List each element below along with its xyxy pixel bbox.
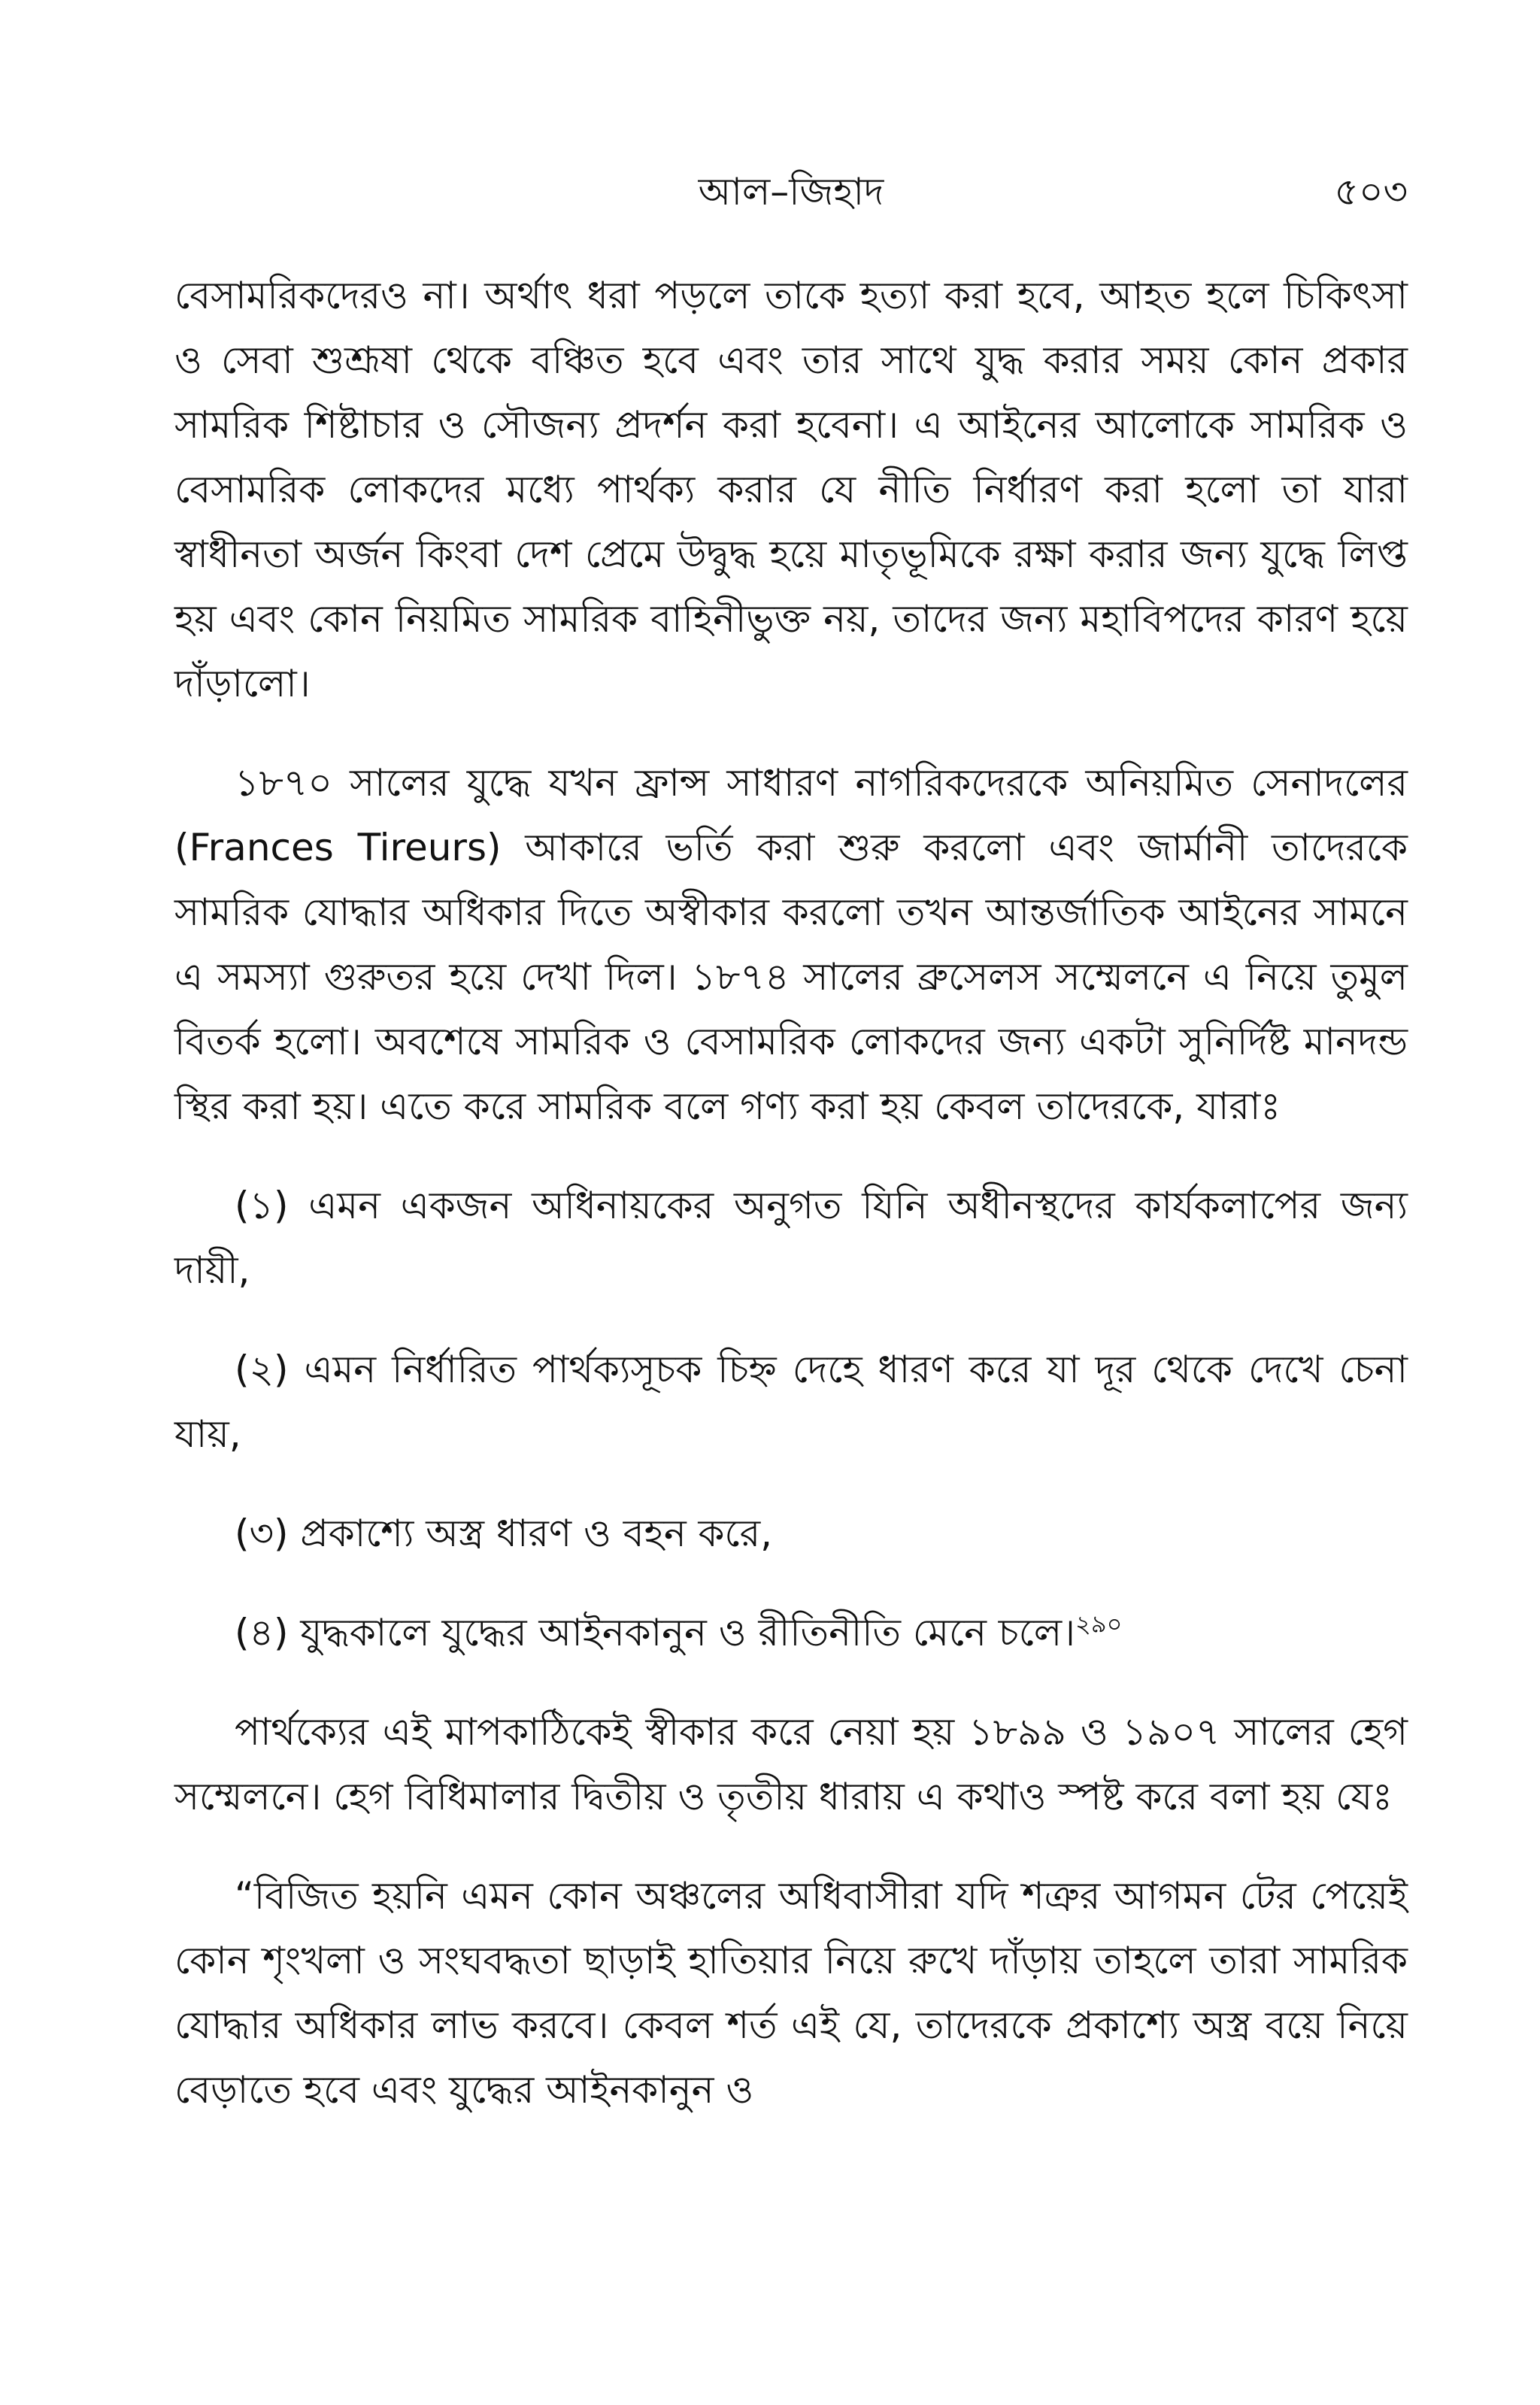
book-page (174, 150, 1408, 2122)
page-header (174, 150, 1408, 233)
paragraph-3: পার্থক্যের এই মাপকাঠিকেই স্বীকার করে নেয়া হয় ১৮৯৯ ও ১৯০৭ সালের হেগ সম্মেলনে। হেগ বিধিমালার দ্বিতীয় ও তৃতীয় ধারায় এ কথাও স্পষ্ট করে বলা হয় যেঃ (174, 1710, 1408, 1818)
paragraph-4-quote: “বিজিত হয়নি এমন কোন অঞ্চলের অধিবাসীরা যদি শত্রুর আগমন টের পেয়েই কোন শৃংখলা ও সংঘবদ্ধতা ছাড়াই হাতিয়ার নিয়ে রুখে দাঁড়ায় তাহলে তারা সামরিক যোদ্ধার অধিকার লাভ করবে। কেবল শর্ত এই যে, তাদেরকে প্রকাশ্যে অস্ত্র বয়ে নিয়ে বেড়াতে হবে এবং যুদ্ধের আইনকানুন ও (174, 1874, 1408, 2112)
paragraph-2: ১৮৭০ সালের যুদ্ধে যখন ফ্রান্স সাধারণ নাগরিকদেরকে অনিয়মিত সেনাদলের (Frances Tireurs) আকারে ভর্তি করা শুরু করলো এবং জার্মানী তাদেরকে সামরিক যোদ্ধার অধিকার দিতে অস্বীকার করলো তখন আন্তর্জাতিক আইনের সামনে এ সমস্যা গুরুতর হয়ে দেখা দিল। ১৮৭৪ সালের ব্রুসেলস সম্মেলনে এ নিয়ে তুমুল বিতর্ক হলো। অবশেষে সামরিক ও বেসামরিক লোকদের জন্য একটা সুনির্দিষ্ট মানদন্ড স্থির করা হয়। এতে করে সামরিক বলে গণ্য করা হয় কেবল তাদেরকে, যারাঃ (174, 761, 1408, 1128)
list-item-1: (১) এমন একজন অধিনায়কের অনুগত যিনি অধীনস্থদের কার্যকলাপের জন্য দায়ী, (174, 1184, 1408, 1292)
list-item-4 (174, 1600, 1408, 1665)
list-item-4-text: (৪) যুদ্ধকালে যুদ্ধের আইনকানুন ও রীতিনীতি মেনে চলে। (235, 1611, 1076, 1654)
list-item-2: (২) এমন নির্ধারিত পার্থক্যসূচক চিহ্ন দেহে ধারণ করে যা দূর থেকে দেখে চেনা যায়, (174, 1348, 1408, 1456)
page-number: ৫০৩ (1334, 170, 1408, 214)
body-text (174, 263, 1408, 2122)
paragraph-1: বেসামরিকদেরও না। অর্থাৎ ধরা পড়লে তাকে হত্যা করা হবে, আহত হলে চিকিৎসা ও সেবা শুশ্রূষা থেকে বঞ্চিত হবে এবং তার সাথে যুদ্ধ করার সময় কোন প্রকার সামরিক শিষ্টাচার ও সৌজন্য প্রদর্শন করা হবেনা। এ আইনের আলোকে সামরিক ও বেসামরিক লোকদের মধ্যে পার্থক্য করার যে নীতি নির্ধারণ করা হলো তা যারা স্বাধীনতা অর্জন কিংবা দেশ প্রেমে উদ্বুদ্ধ হয়ে মাতৃভূমিকে রক্ষা করার জন্য যুদ্ধে লিপ্ত হয় এবং কোন নিয়মিত সামরিক বাহিনীভুক্ত নয়, তাদের জন্য মহাবিপদের কারণ হয়ে দাঁড়ালো। (174, 274, 1408, 705)
footnote-marker: ২৯০ (1075, 1609, 1123, 1639)
running-title: আল–জিহাদ (698, 170, 884, 214)
list-item-3: (৩) প্রকাশ্যে অস্ত্র ধারণ ও বহন করে, (235, 1512, 773, 1555)
